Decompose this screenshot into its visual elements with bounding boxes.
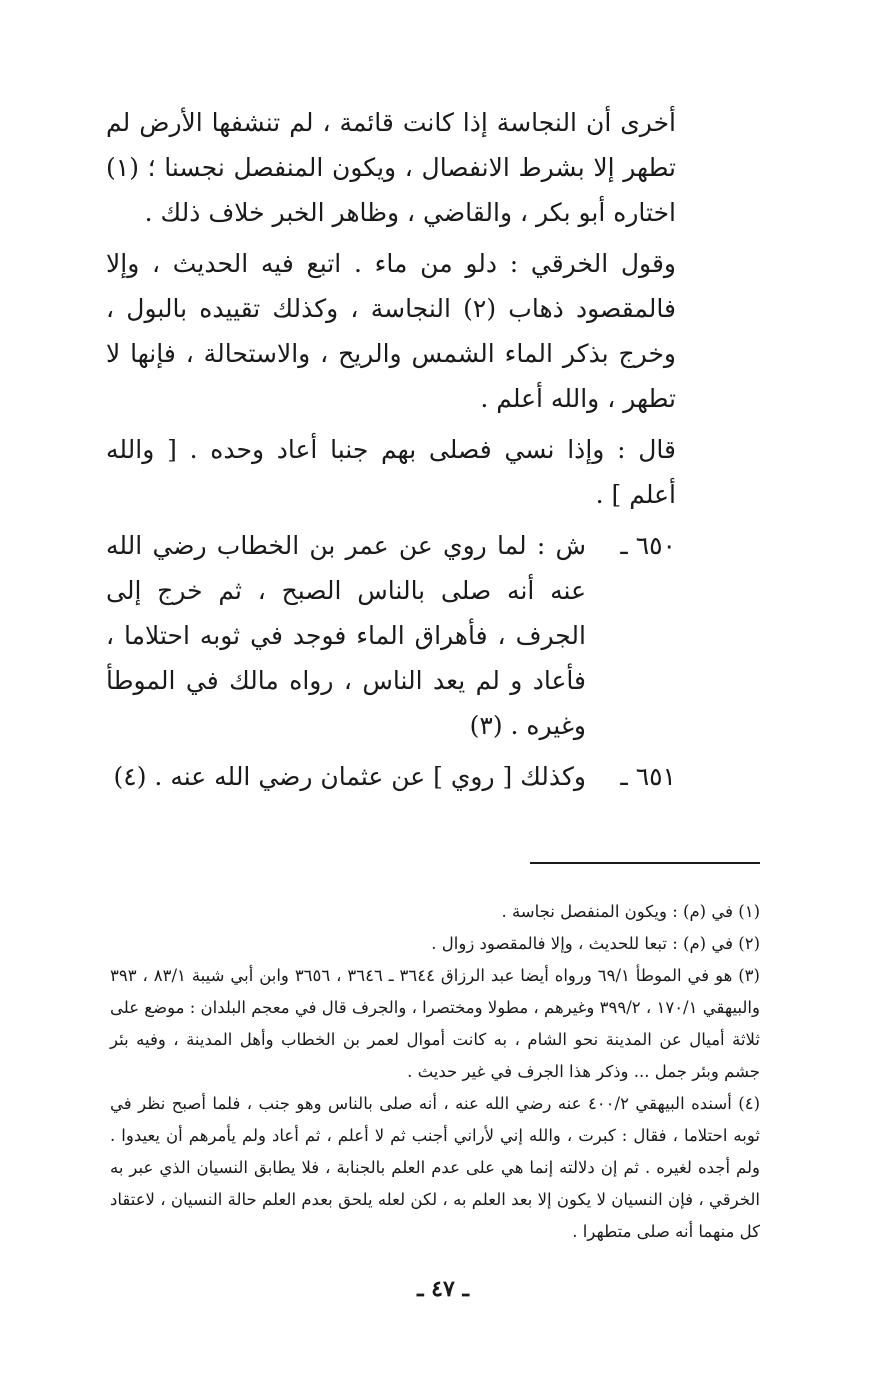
page-number: ـ ٤٧ ـ — [417, 1276, 469, 1302]
main-text — [106, 100, 676, 805]
paragraph-1: أخرى أن النجاسة إذا كانت قائمة ، لم تنشفها الأرض لم تطهر إلا بشرط الانفصال ، ويكون المنفصل نجسنا ؛ (١) اختاره أبو بكر ، والقاضي ، وظاهر الخبر خلاف ذلك . — [106, 108, 676, 227]
paragraph-2: وقول الخرقي : دلو من ماء . اتبع فيه الحديث ، وإلا فالمقصود ذهاب (٢) النجاسة ، وكذلك تقييده بالبول ، وخرج بذكر الماء الشمس والريح ، والاستحالة ، فإنها لا تطهر ، والله أعلم . — [106, 249, 676, 413]
item-text: ش : لما روي عن عمر بن الخطاب رضي الله عنه أنه صلى بالناس الصبح ، ثم خرج إلى الجرف ، فأهراق الماء فوجد في ثوبه احتلاما ، فأعاد و لم يعد الناس ، رواه مالك في الموطأ وغيره . (٣) — [106, 531, 586, 740]
item-text: وكذلك [ روي ] عن عثمان رضي الله عنه . (٤) — [113, 762, 586, 791]
paragraph-3: قال : وإذا نسي فصلى بهم جنبا أعاد وحده . [ والله أعلم ] . — [106, 435, 676, 509]
footnote-separator — [530, 862, 760, 864]
footnote-3: (٣) هو في الموطأ ٦٩/١ ورواه أيضا عبد الرزاق ٣٦٤٤ ـ ٣٦٤٦ ، ٣٦٥٦ وابن أبي شيبة ٨٣/١ ، ٣٩٣ والبيهقي ١٧٠/١ ، ٣٩٩/٢ وغيرهم ، مطولا ومختصرا ، والجرف قال في معجم البلدان : موضع على ثلاثة أميال عن المدينة نحو الشام ، به كانت أموال لعمر بن الخطاب وأهل المدينة ، وفيه بئر جشم وبئر جمل ... وذكر هذا الجرف في غير حديث . — [110, 966, 760, 1081]
footnote-1: (١) في (م) : ويكون المنفصل نجاسة . — [501, 902, 760, 921]
numbered-item-650 — [106, 523, 676, 748]
footnote-4: (٤) أسنده البيهقي ٤٠٠/٢ عنه رضي الله عنه ، أنه صلى بالناس وهو جنب ، فلما أصبح نظر في ثوبه احتلاما ، فقال : كبرت ، والله إني لأراني أجنب ثم لا أعلم ، ثم أعاد ولم يأمرهم أن يعيدوا . ولم أجده لغيره . ثم إن دلالته إنما هي على عدم العلم بالجنابة ، فلا يطابق النسيان الذي عبر به الخرقي ، فإن النسيان لا يكون إلا بعد العلم به ، لكن لعله يلحق بعدم العلم حالة النسيان ، لاعتقاد كل منهما أنه صلى متطهرا . — [110, 1094, 761, 1241]
footnotes — [110, 896, 760, 1248]
item-number: ٦٥١ ـ — [620, 762, 676, 791]
footnote-2: (٢) في (م) : تبعا للحديث ، وإلا فالمقصود زوال . — [431, 934, 760, 953]
item-number: ٦٥٠ ـ — [620, 531, 676, 560]
numbered-item-651 — [106, 754, 676, 799]
